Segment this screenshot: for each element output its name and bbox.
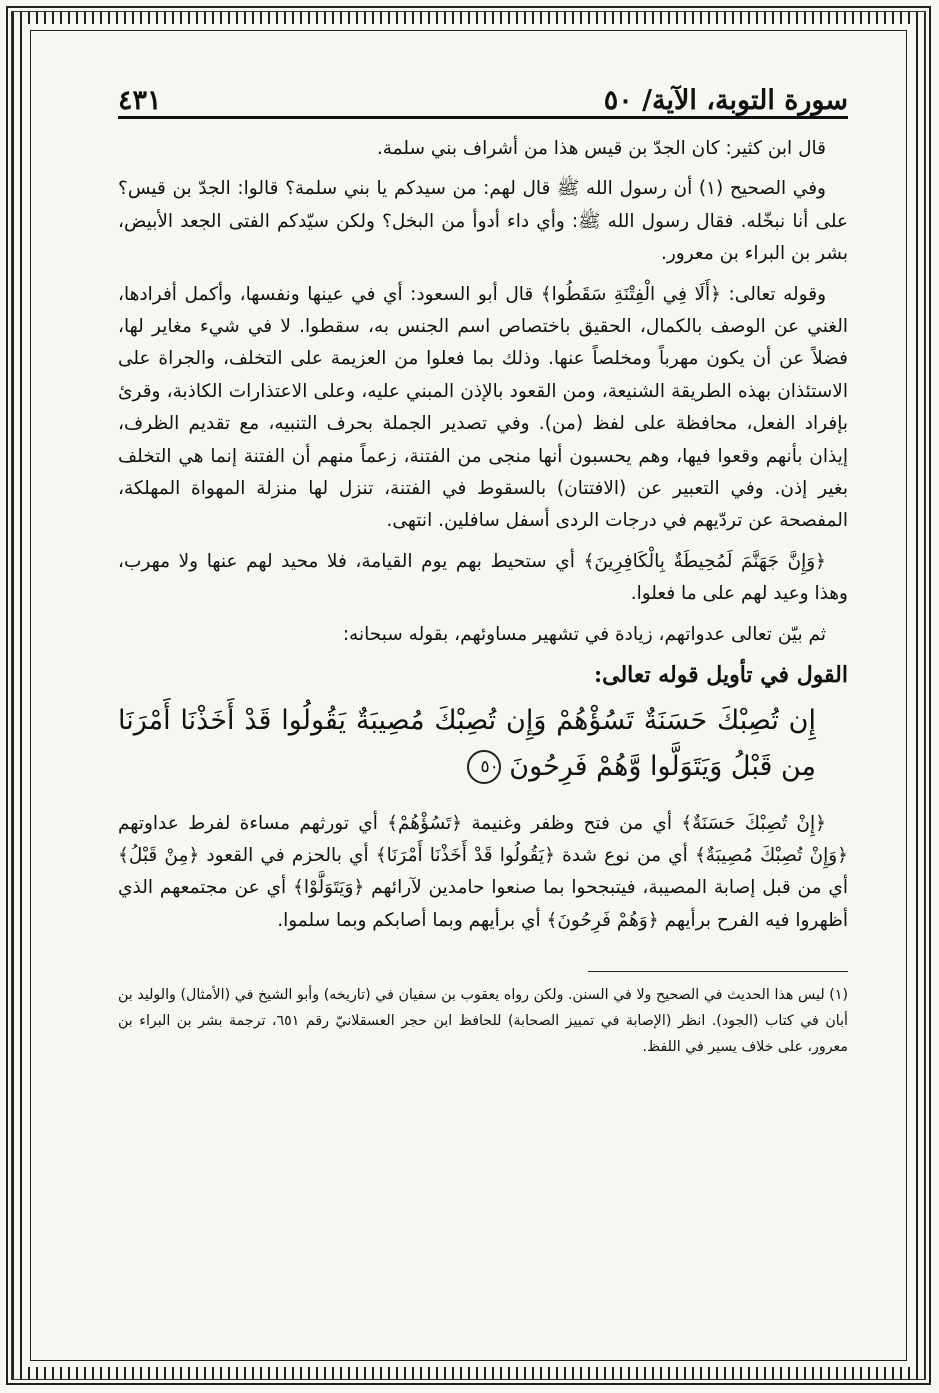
paragraph: وفي الصحيح (١) أن رسول الله ﷺ قال لهم: من سيدكم يا بني سلمة؟ قالوا: الجدّ بن قيس؟ على أنا نبخّله. فقال رسول الله ﷺ: وأي داء أدوأ من البخل؟ ولكن سيّدكم الفتى الجعد الأبيض، بشر بن البراء بن معرور.	[118, 178, 848, 265]
paragraph: ﴿وَإِنَّ جَهَنَّمَ لَمُحِيطَةٌ بِالْكَافِرِينَ﴾ أي ستحيط بهم يوم القيامة، فلا محيد لهم عنها ولا مهرب، وهذا وعيد لهم على ما فعلوا.	[118, 550, 848, 605]
section-heading: القول في تأويل قوله تعالى:	[594, 662, 848, 689]
page-header	[118, 68, 848, 119]
paragraph: ثم بيّن تعالى عدواتهم، زيادة في تشهير مساوئهم، بقوله سبحانه:	[342, 623, 826, 645]
ayah-number-marker: ٥٠	[467, 750, 501, 784]
paragraph: قال ابن كثير: كان الجدّ بن قيس هذا من أشراف بني سلمة.	[376, 138, 826, 159]
footnote: (١) ليس هذا الحديث في الصحيح ولا في السنن. ولكن رواه يعقوب بن سفيان في (تاريخه) وأبو الشيخ في (الأمثال) والوليد بن أبان في كتاب (الجود). انظر (الإصابة في تمييز الصحابة) للحافظ ابن حجر العسقلانيّ رقم ٦٥١، ترجمة بشر بن البراء بن معرور، على خلاف يسير في اللفظ.	[118, 987, 848, 1056]
verse-text: إِن تُصِبْكَ حَسَنَةٌ تَسُؤْهُمْ وَإِن تُصِبْكَ مُصِيبَةٌ يَقُولُوا قَدْ أَخَذْنَا أَمْرَنَا مِن قَبْلُ وَيَتَوَلَّوا وَّهُمْ فَرِحُونَ	[118, 704, 816, 782]
commentary-paragraph: ﴿إِنْ تُصِبْكَ حَسَنَةٌ﴾ أي من فتح وظفر وغنيمة ﴿تَسُؤْهُمْ﴾ أي تورثهم مساءة لفرط عداوتهم ﴿وَإِنْ تُصِبْكَ مُصِيبَةٌ﴾ أي من نوع شدة ﴿يَقُولُوا قَدْ أَخَذْنَا أَمْرَنَا﴾ أي بالحزم في القعود ﴿مِنْ قَبْلُ﴾ أي من قبل إصابة المصيبة، فيتبجحوا بما صنعوا حامدين لآرائهم ﴿وَيَتَوَلَّوْا﴾ أي عن مجتمعهم الذي أظهروا فيه الفرح برأيهم ﴿وَهُمْ فَرِحُونَ﴾ أي برأيهم وبما أصابكم وبما سلموا.	[118, 812, 848, 931]
book-page	[118, 68, 848, 1060]
quran-verse	[118, 698, 816, 790]
main-text	[118, 133, 848, 1060]
paragraph: وقوله تعالى: ﴿أَلَا فِي الْفِتْنَةِ سَقَطُوا﴾ قال أبو السعود: أي في عينها ونفسها، وأكمل أفرادها، الغني عن الوصف بالكمال، الحقيق باختصاص اسم الجنس به، سقطوا. لا في شيء مغاير لها، فضلاً عن أن يكون مهرباً ومخلصاً عنها. وذلك بما فعلوا من العزيمة على التخلف، والجراة على الاستئذان بهذه الطريقة الشنيعة، ومن القعود بالإذن المبني عليه، وعلى الاعتذارات الكاذبة، وقرئ بإفراد الفعل، محافظة على لفظ (من). وفي تصدير الجملة بحرف التنبيه، مع تقديم الظرف، إيذان بأنهم وقعوا فيها، وهم يحسبون أنها منجى من الفتنة، زعماً منهم أن الفتنة إنما هي التخلف بغير إذن. وفي التعبير عن (الافتتان) بالسقوط في الفتنة، تنزل لها منزلة المهواة المهلكة، المفصحة عن تردّيهم في درجات الردى أسفل سافلين. انتهى.	[118, 283, 848, 532]
page-number: ٤٣١	[118, 85, 162, 116]
footnote-separator	[588, 971, 848, 972]
running-title: سورة التوبة، الآية/ ٥٠	[603, 85, 848, 116]
